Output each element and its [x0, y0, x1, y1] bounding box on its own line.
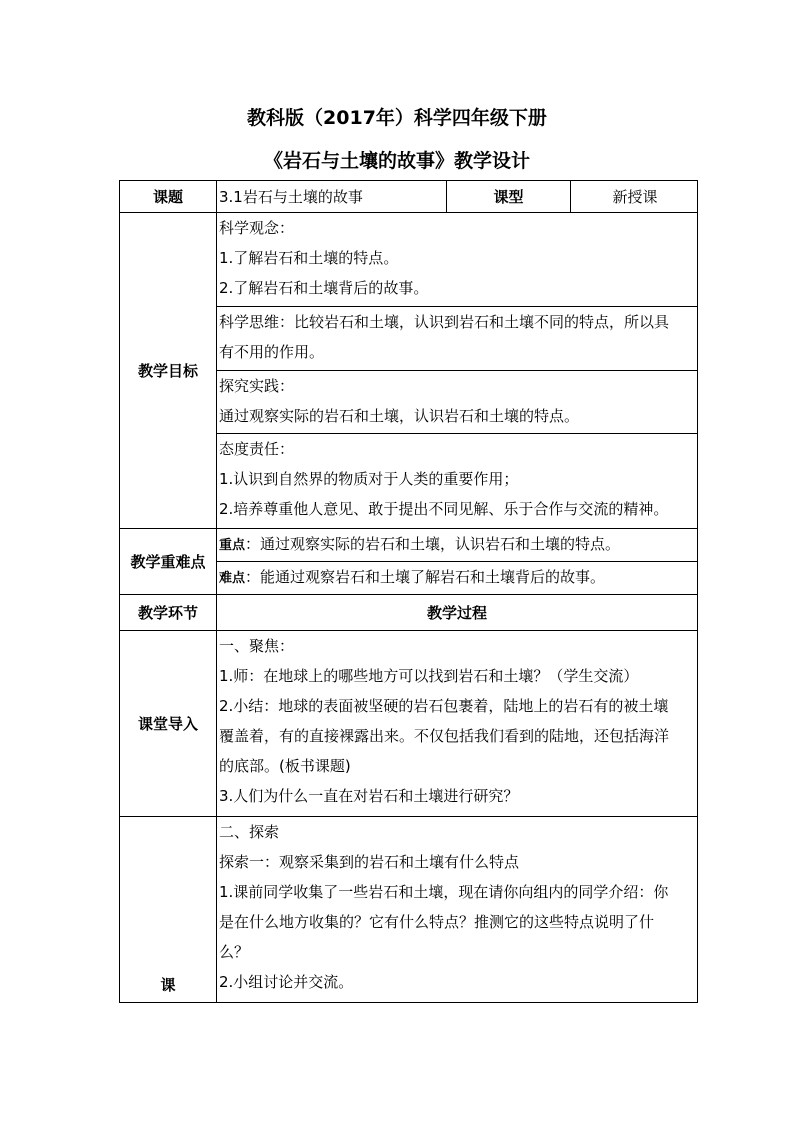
objective-practice — [217, 371, 698, 434]
lesson-type-label: 课型 — [447, 181, 571, 213]
intro-line: 2.小结：地球的表面被坚硬的岩石包裹着，陆地上的岩石有的被土壤 — [219, 697, 669, 715]
intro-line: 覆盖着，有的直接裸露出来。不仅包括我们看到的陆地，还包括海洋 — [219, 727, 670, 745]
explore-line: 探索一：观察采集到的岩石和土壤有什么特点 — [219, 853, 520, 871]
objective-line: 科学观念： — [219, 219, 295, 237]
intro-content — [217, 631, 698, 817]
keypoint-row-focus — [120, 529, 698, 562]
topic-row — [120, 181, 698, 213]
objective-line: 科学思维：比较岩石和土壤，认识到岩石和土壤不同的特点，所以具 — [219, 313, 670, 331]
objective-line: 1.认识到自然界的物质对于人类的重要作用； — [219, 470, 519, 488]
lesson-type-value: 新授课 — [571, 181, 698, 213]
intro-row — [120, 631, 698, 817]
objective-line: 2.了解岩石和土壤背后的故事。 — [219, 279, 429, 297]
process-header: 教学过程 — [217, 595, 698, 631]
objectives-label: 教学目标 — [120, 213, 217, 529]
objective-concept — [217, 213, 698, 307]
intro-line: 一、聚焦： — [219, 637, 295, 655]
explore-row — [120, 817, 698, 1003]
objective-line: 1.了解岩石和土壤的特点。 — [219, 249, 399, 267]
keypoint-focus — [217, 529, 698, 562]
explore-line: 1.课前同学收集了一些岩石和土壤，现在请你向组内的同学介绍：你 — [219, 883, 669, 901]
objective-line: 态度责任： — [219, 440, 295, 458]
intro-label: 课堂导入 — [120, 631, 217, 817]
intro-line: 的底部。(板书课题) — [219, 757, 351, 775]
explore-line: 是在什么地方收集的？它有什么特点？推测它的这些特点说明了什 — [219, 913, 655, 931]
keypoint-difficulty — [217, 562, 698, 595]
keypoints-label: 教学重难点 — [120, 529, 217, 595]
document-subtitle: 《岩石与土壤的故事》教学设计 — [263, 150, 530, 172]
intro-line: 3.人们为什么一直在对岩石和土壤进行研究？ — [219, 787, 519, 805]
explore-line: 二、探索 — [219, 823, 280, 841]
focus-tag: 重点 — [219, 538, 246, 553]
focus-text: ：通过观察实际的岩石和土壤，认识岩石和土壤的特点。 — [245, 535, 621, 553]
process-header-row — [120, 595, 698, 631]
explore-label — [120, 817, 217, 1003]
difficulty-tag: 难点 — [219, 571, 246, 586]
objective-line: 探究实践： — [219, 377, 295, 395]
objective-thinking — [217, 307, 698, 371]
topic-value: 3.1岩石与土壤的故事 — [217, 181, 447, 213]
objective-line: 2.培养尊重他人意见、敢于提出不同见解、乐于合作与交流的精神。 — [219, 500, 669, 518]
intro-line: 1.师：在地球上的哪些地方可以找到岩石和土壤？（学生交流） — [219, 667, 639, 685]
stage-header: 教学环节 — [120, 595, 217, 631]
explore-label-text: 课 — [160, 976, 176, 994]
topic-label: 课题 — [120, 181, 217, 213]
objective-attitude — [217, 434, 698, 529]
objective-line: 通过观察实际的岩石和土壤，认识岩石和土壤的特点。 — [219, 407, 580, 425]
lesson-plan-table — [119, 180, 698, 1003]
difficulty-text: ：能通过观察岩石和土壤了解岩石和土壤背后的故事。 — [245, 568, 606, 586]
explore-line: 2.小组讨论并交流。 — [219, 973, 354, 991]
objective-line: 有不用的作用。 — [219, 343, 325, 361]
objective-row-concept — [120, 213, 698, 307]
explore-line: 么？ — [219, 943, 250, 961]
explore-content — [217, 817, 698, 1003]
document-title: 教科版（2017年）科学四年级下册 — [247, 107, 547, 129]
